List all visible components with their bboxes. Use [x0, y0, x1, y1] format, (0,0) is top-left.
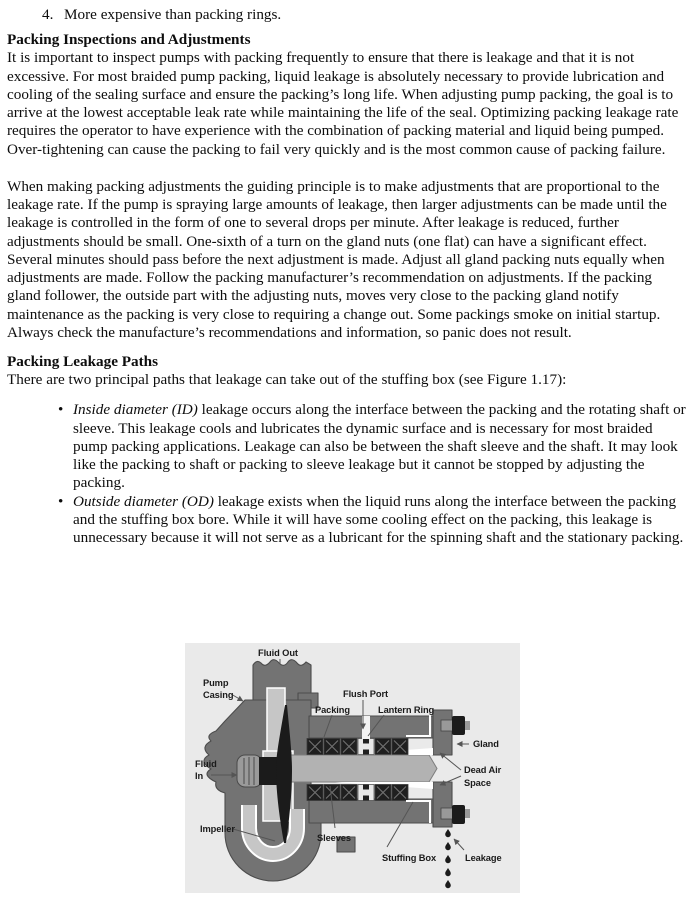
- shaft-hub: [237, 755, 262, 787]
- label-lantern-ring: Lantern Ring: [378, 705, 435, 715]
- bullet-lead-italic: Inside diameter (ID): [73, 401, 198, 419]
- section-heading-packing-inspections: Packing Inspections and Adjustments: [7, 31, 251, 49]
- list-item-number: 4.: [42, 6, 54, 23]
- label-fluid-in-line1: Fluid: [195, 759, 217, 769]
- label-fluid-out: Fluid Out: [258, 648, 298, 658]
- paragraph-inspections-2: When making packing adjustments the guiding principle is to make adjustments that are proportional to the leakage rate. If the pump is spraying large amounts of leakage, then larger adjustments can be made until the leakage is controlled in the form of one to several drops per minute. After leakage is reduced, further adjustments should be small. One-sixth of a turn on the gland nuts (one flat) can have a significant effect. Several minutes should pass before the next adjustment is made. Adjust all gland packing nuts equally when adjustments are made. Follow the packing manufacturer’s recommendation on adjustments. If the packing gland follower, the outside part with the adjusting nuts, moves very close to the packing gland notify maintenance as the packing is very close to requiring a change out. Some packings smoke on initial startup. Always check the manufacture’s recommendations and information, so panic does not result.: [7, 177, 667, 341]
- bullet-text: leakage occurs along the interface between the packing and the rotating shaft or sleeve. This leakage cools and lubricates the dynamic surface and is necessary for most braided pump packing applications. Leakage can also be between the shaft sleeve and the shaft. It may look like the packing to shaft or packing to sleeve leakage but it cannot be stopped by adjusting the packing.: [73, 401, 686, 492]
- numbered-list-item-4: [7, 6, 689, 24]
- label-gland: Gland: [473, 739, 499, 749]
- list-item-text: More expensive than packing rings.: [64, 6, 282, 23]
- lantern-ring-top: [358, 739, 374, 755]
- label-pump-casing-line2: Casing: [203, 690, 234, 700]
- bullet-inside-diameter: [7, 401, 689, 492]
- paragraph-inspections-1: It is important to inspect pumps with packing frequently to ensure that there is leakage and that it is not excessive. For most braided pump packing, liquid leakage is absolutely necessary to provide lubrication and cooling of the sealing surface and ensure the packing’s long life. When adjusting pump packing, the goal is to arrive at the lowest acceptable leak rate while maintaining the life of the seal. Optimizing packing leakage rate requires the operator to have experience with the combination of packing material and liquid being pumped. Over-tightening can cause the packing to fail very quickly and is the most common cause of packing failure.: [7, 49, 679, 158]
- label-pump-casing-line1: Pump: [203, 678, 229, 688]
- label-sleeves: Sleeves: [317, 833, 351, 843]
- bullet-marker: •: [58, 401, 64, 419]
- pump-cross-section-diagram: [185, 643, 520, 893]
- label-leakage: Leakage: [465, 853, 502, 863]
- section-heading-leakage-paths: Packing Leakage Paths: [7, 352, 159, 370]
- label-impeller: Impeller: [200, 824, 235, 834]
- label-packing: Packing: [315, 705, 350, 715]
- label-stuffing-box: Stuffing Box: [382, 853, 437, 863]
- label-dead-air-line1: Dead Air: [464, 765, 502, 775]
- bullet-list: [7, 401, 689, 547]
- paragraph-leakage-intro: There are two principal paths that leakage can take out of the stuffing box (see Figure 1.17):: [7, 371, 567, 389]
- figure-1-17-stuffing-box-diagram: [185, 643, 520, 893]
- shaft-sleeve: [280, 755, 437, 782]
- bullet-marker: •: [58, 492, 64, 510]
- label-fluid-in-line2: In: [195, 771, 204, 781]
- label-dead-air-line2: Space: [464, 778, 491, 788]
- bullet-outside-diameter: [7, 493, 689, 548]
- bullet-text: leakage exists when the liquid runs along the interface between the packing and the stuffing box bore. While it will have some cooling effect on the packing, this leakage is unnecessary because it will not serve as a lubricant for the spinning shaft and the stationary packing.: [73, 492, 684, 547]
- lantern-ring-bottom: [358, 785, 374, 801]
- label-flush-port: Flush Port: [343, 689, 388, 699]
- bullet-lead-italic: Outside diameter (OD): [73, 492, 214, 510]
